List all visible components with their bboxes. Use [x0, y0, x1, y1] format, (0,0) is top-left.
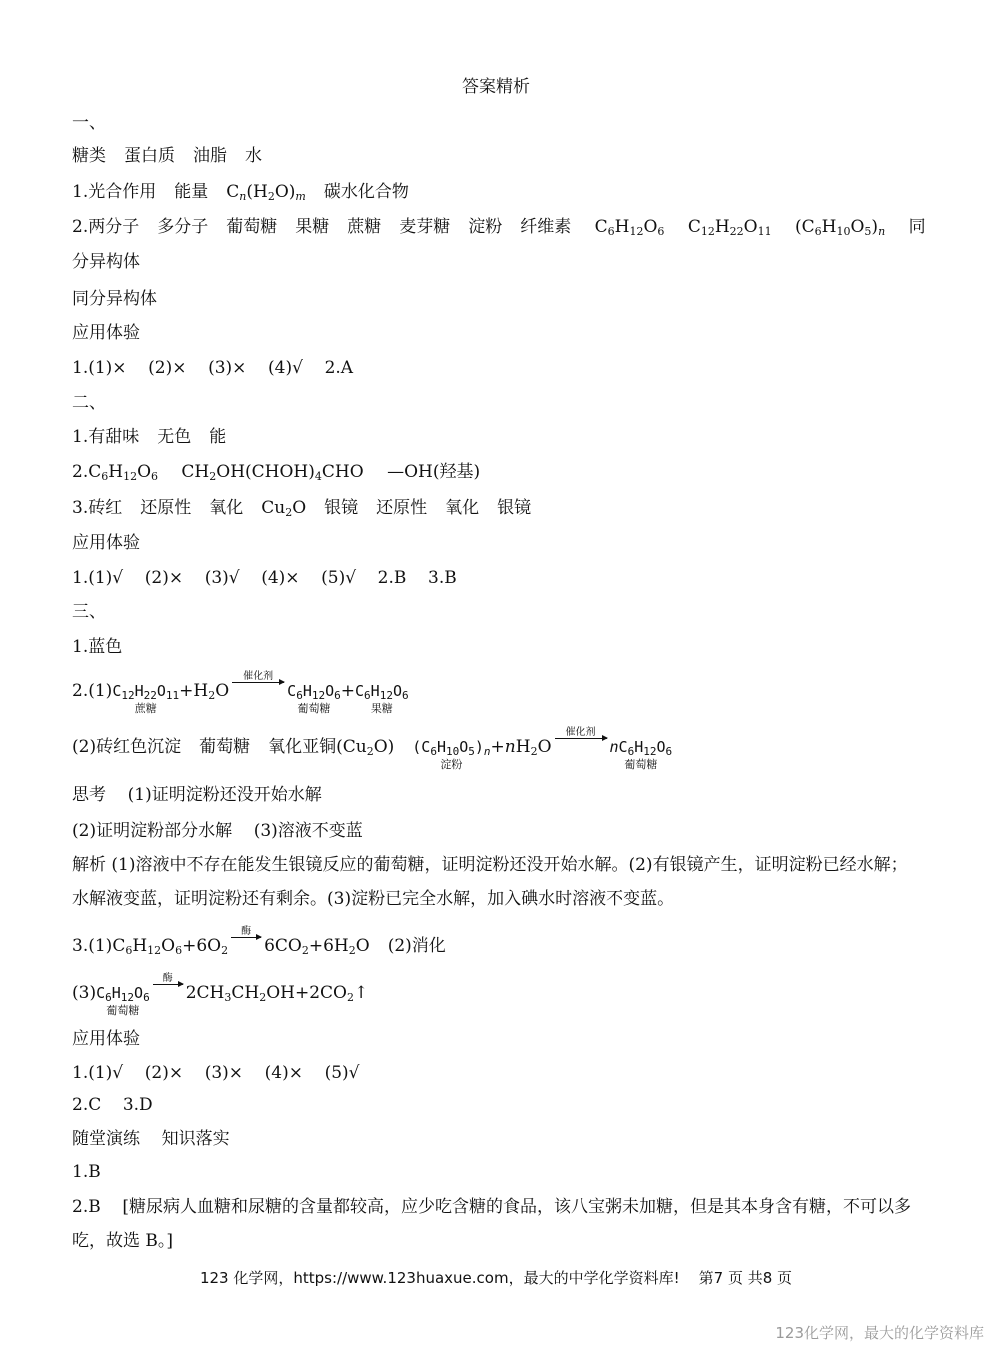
section-heading-3: 三、: [72, 602, 106, 622]
answer-line: 1.(1)√ (2)× (3)× (4)× (5)√: [72, 1063, 360, 1083]
formula-cu2o: $Cu_2O$: [261, 498, 307, 519]
equation-sucrose-hydrolysis: 2.(1) $C_{12}H_{22}O_{11}$ 蔗糖 $+H_2O$ 催化剂 $C_6H_{12}O_6$ 葡萄糖 + $C_6H_{12}O_6$ 果糖: [72, 671, 409, 715]
answer-line: 2.两分子 多分子 葡萄糖 果糖 蔗糖 麦芽糖 淀粉 纤维素 $C_6H_{12}O_6$ $C_{12}H_{22}O_{11}$ $(C_6H_{10}O_5)_n$ 同: [72, 217, 926, 238]
answer-line: 1.光合作用 能量 $C_n(H_2O)_m$ 碳水化合物: [72, 182, 409, 203]
equation-starch-hydrolysis: (2)砖红色沉淀 葡萄糖 氧化亚铜(Cu $_2$O) $(C_6H_{10}O_5)_n$ 淀粉 $+nH_2O$ 催化剂 $nC_6H_{12}O_6$ 葡萄糖: [72, 727, 673, 771]
reaction-arrow: 催化剂: [555, 727, 607, 739]
page-title: 答案精析: [462, 77, 530, 97]
section-heading-4: 随堂演练 知识落实: [72, 1129, 230, 1149]
answer-item: 水: [245, 146, 262, 166]
think-line: 思考 (1)证明淀粉还没开始水解: [72, 785, 322, 805]
answer-line: 1.B: [72, 1162, 101, 1182]
section-heading-2: 二、: [72, 393, 106, 413]
subheading: 应用体验: [72, 323, 140, 343]
watermark: 123化学网，最大的化学资料库: [775, 1324, 984, 1342]
analysis-paragraph: 解析 (1)溶液中不存在能发生银镜反应的葡萄糖，证明淀粉还没开始水解。(2)有银镜产生，证明淀粉已经水解；水解液变蓝，证明淀粉还有剩余。(3)淀粉已完全水解，加入碘水时溶液不变蓝。: [72, 855, 908, 909]
answer-line: [72, 145, 262, 167]
answer-line: 3.砖红 还原性 氧化 $Cu_2O$ 银镜 还原性 氧化 银镜: [72, 498, 532, 519]
answer-line: 分异构体: [72, 252, 140, 272]
subheading: 应用体验: [72, 533, 140, 553]
reaction-arrow: 酶: [153, 973, 183, 985]
answer-paragraph: 2.B [糖尿病人血糖和尿糖的含量都较高，应少吃含糖的食品，该八宝粥未加糖，但是其本身含有糖，不可以多吃，故选 B。]: [72, 1197, 911, 1251]
subheading: 应用体验: [72, 1029, 140, 1049]
formula-starch: $(C_6H_{10}O_5)_n$: [795, 217, 886, 238]
think-line: (2)证明淀粉部分水解 (3)溶液不变蓝: [72, 821, 363, 841]
answer-line: $2.C_6H_{12}O_6$ $CH_2OH(CHOH)_4CHO$ —OH(羟基): [72, 462, 481, 483]
reaction-arrow: 酶: [231, 926, 261, 938]
answer-item: 糖类: [72, 146, 106, 166]
reaction-arrow: 催化剂: [232, 671, 284, 683]
answer-line: 1.蓝色: [72, 637, 123, 657]
answer-line: 1.(1)√ (2)× (3)√ (4)× (5)√ 2.B 3.B: [72, 568, 457, 588]
page-footer: 123 化学网，https://www.123huaxue.com，最大的中学化学资料库! 第7 页 共8 页: [199, 1269, 793, 1287]
section-heading-1: 一、: [72, 113, 106, 133]
answer-line: 同分异构体: [72, 289, 157, 309]
answer-line: 1.有甜味 无色 能: [72, 427, 227, 447]
answer-line: 1.(1)× (2)× (3)× (4)√ 2.A: [72, 358, 354, 378]
formula-glucose: $C_6H_{12}O_6$: [594, 217, 665, 238]
formula-glucose-structure: $CH_2OH(CHOH)_4CHO$: [181, 462, 364, 483]
equation-glucose-fermentation: (3) $C_6H_{12}O_6$ 葡萄糖 酶 $2CH_3CH_2OH+2CO_2↑$: [72, 973, 369, 1017]
answer-item: 油脂: [193, 146, 227, 166]
answer-line: 2.C 3.D: [72, 1095, 153, 1115]
answer-item: 蛋白质: [124, 146, 175, 166]
equation-glucose-oxidation: 3.(1) $C_6H_{12}O_6+6O_2$ 酶 $6CO_2+6H_2O$ (2)消化: [72, 926, 446, 957]
formula: $C_n(H_2O)_m$: [226, 182, 306, 203]
formula-glucose: $C_6H_{12}O_6$: [88, 462, 159, 483]
formula-sucrose: $C_{12}H_{22}O_{11}$: [687, 217, 772, 238]
